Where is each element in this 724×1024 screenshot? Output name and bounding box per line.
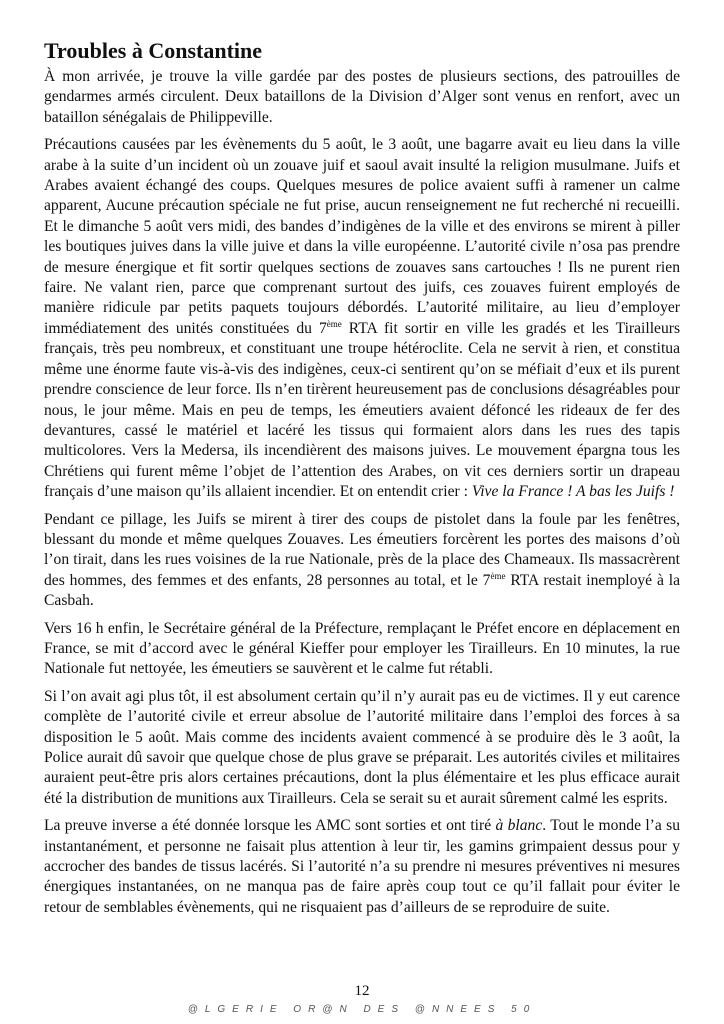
paragraph-1: À mon arrivée, je trouve la ville gardée par des postes de plusieurs sections, des patrouilles de gendarmes armés circulent. Deux bataillons de la Division d’Alger sont venus en renfort, avec un bataillon sénégalais de Philippeville. — [44, 68, 680, 126]
paragraph-3-superscript: ème — [490, 570, 506, 581]
paragraph-6-italic: à blanc — [495, 817, 543, 835]
paragraph-6 — [44, 816, 680, 918]
page-title: Troubles à Constantine — [44, 38, 263, 63]
paragraph-6-text-a: La preuve inverse a été donnée lorsque les AMC sont sorties et ont tiré — [44, 817, 496, 835]
paragraph-3 — [44, 510, 680, 612]
paragraph-2-superscript: ème — [326, 318, 342, 329]
paragraph-2-text-b: RTA fit sortir en ville les gradés et les Tirailleurs français, très peu nombreux, et constituant une troupe hétéroclite. Cela ne servit à rien, et constitua même une énorme faute vis-à-vis des indigènes, ceux-ci sentirent qu’on se méfiait d’eux et ils purent prendre conscience de leur force. Ils n’en tirèrent heureusement pas de conclusions désagréables pour nous, le jour même. Mais en peu de temps, les émeutiers avaient défoncé les rideaux de fer des devantures, cassé le matériel et lacéré les tissus qui formaient alors dans les rues des tapis multicolores. Vers la Medersa, ils incendièrent des maisons juives. Le mouvement épargna tous les Chrétiens qui furent même l’objet de l’attention des Arabes, on vit ces derniers sortir un drapeau français d’une maison qu’ils allaient incendier. Et on entendit crier : — [44, 319, 681, 501]
document-page — [44, 37, 680, 925]
footer-text: @LGERIE OR@N DES @NNEES 50 — [187, 1004, 537, 1015]
paragraph-2-text-a: Précautions causées par les évènements du 5 août, le 3 août, une bagarre avait eu lieu dans la ville arabe à la suite d’un incident où un zouave juif et saoul avait insulté la religion musulmane. Juifs et Arabes avaient échangé des coups. Quelques mesures de police avaient suffi à ramener un calme apparent, Aucune précaution spéciale ne fut prise, aucun renseignement ne fut recherché ni recueilli. Et le dimanche 5 août vers midi, des bandes d’indigènes de la ville et des environs se mirent à piller les boutiques juives dans la ville juive et dans la ville européenne. L’autorité civile n’osa pas prendre de mesure énergique et fit sortir quelques sections de zouaves sans cartouches ! Ils ne purent rien faire. Ne valant rien, parce que comprenant surtout des juifs, ces zouaves fuirent employés de manière ridicule par petits paquets toujours débordés. L’autorité militaire, au lieu d’employer immédiatement des unités constituées du 7 — [44, 136, 680, 337]
paragraph-6-text-b: . Tout le monde l’a su instantanément, et personne ne faisait plus attention à leur tir, les gamins grimpaient dessus pour y accrocher des bandes de tissus lacérés. Si l’autorité n’a su prendre ni mesures préventives ni mesures énergiques instantanées, on ne manqua pas de faire après coup tout ce qu’il fallait pour éviter le retour de semblables évènements, qui ne risquaient pas d’ailleurs de se reproduire de suite. — [44, 817, 680, 916]
paragraph-4: Vers 16 h enfin, le Secrétaire général de la Préfecture, remplaçant le Préfet encore en déplacement en France, se mit d’accord avec le général Kieffer pour employer les Tirailleurs. En 10 minutes, la rue Nationale fut nettoyée, les émeutiers se sauvèrent et le calme fut rétabli. — [44, 619, 680, 678]
paragraph-5: Si l’on avait agi plus tôt, il est absolument certain qu’il n’y aurait pas eu de victimes. Il y eut carence complète de l’autorité civile et erreur absolue de l’autorité militaire dans l’emploi des forces à sa disposition le 5 août. Mais comme des incidents avaient commencé à se produire dès le 3 août, la Police aurait dû savoir que quelque chose de plus grave se préparait. Les autorités civiles et militaires auraient peut-être pris alors certaines précautions, dont la plus élémentaire et les plus efficace aurait été la distribution de munitions aux Tirailleurs. Cela se serait su et aurait sûrement calmé les esprits. — [44, 687, 680, 807]
paragraph-2 — [44, 135, 680, 502]
page-number: 12 — [354, 983, 370, 999]
paragraph-3-text-b: RTA restait inemployé à la Casbah. — [44, 571, 681, 610]
paragraph-2-quote: Vive la France ! A bas les Juifs ! — [471, 483, 675, 501]
paragraph-3-text-a: Pendant ce pillage, les Juifs se mirent à tirer des coups de pistolet dans la foule par les fenêtres, blessant du monde et même quelques Zouaves. Les émeutiers forcèrent les portes des maisons d’où l’on tirait, dans les rues voisines de la rue Nationale, près de la place des Chameaux. Ils massacrèrent des hommes, des femmes et des enfants, 28 personnes au total, et le 7 — [44, 510, 680, 589]
